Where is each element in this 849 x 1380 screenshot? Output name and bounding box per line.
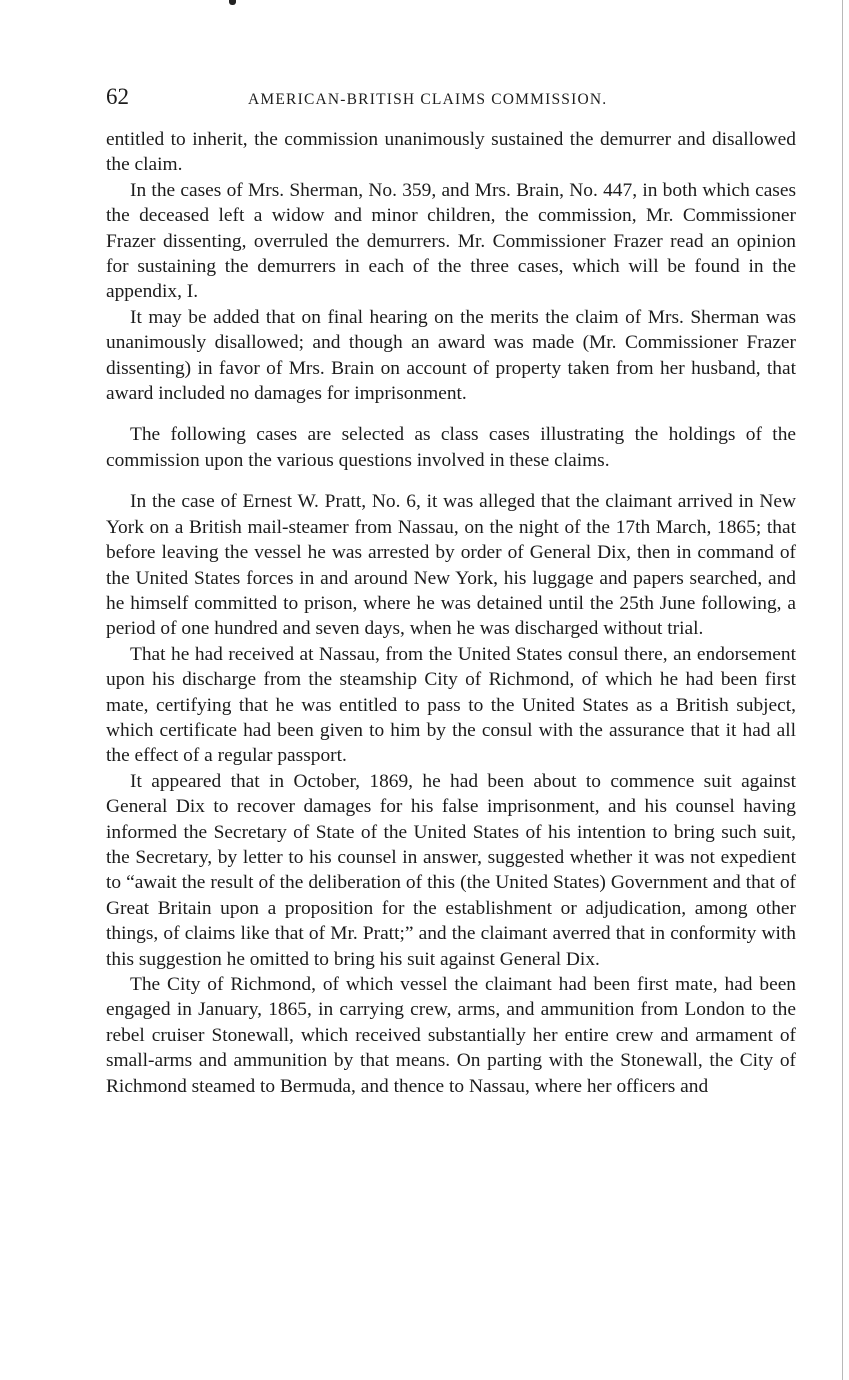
paragraph-pratt-case: In the case of Ernest W. Pratt, No. 6, it was alleged that the claimant arrived in New York on a British mail-steamer from Nassau, on the night of the 17th March, 1865; that before leaving the vessel he was arrested by order of General Dix, then in command of the United States forces in and around New York, his luggage and papers searched, and he himself committed to prison, where he was detained until the 25th June following, a period of one hundred and seven days, when he was discharged without trial. bbox=[106, 491, 796, 640]
paragraph-city-of-richmond: The City of Richmond, of which vessel the claimant had been first mate, had been engaged in January, 1865, in carrying crew, arms, and ammunition from London to the rebel cruiser Stonewall, which received substantially her entire crew and armament of small-arms and ammunition by that means. On parting with the Stonewall, the City of Richmond steamed to Bermuda, and thence to Nassau, where her officers and bbox=[106, 974, 796, 1097]
running-title: AMERICAN-BRITISH CLAIMS COMMISSION. bbox=[248, 91, 608, 108]
paragraph-class-cases: The following cases are selected as class cases illustrating the holdings of the commission upon the various questions involved in these claims. bbox=[106, 424, 796, 471]
page-edge-line bbox=[842, 0, 843, 1380]
page-header bbox=[106, 80, 796, 114]
page-body bbox=[106, 127, 796, 1099]
paragraph-continuation: entitled to inherit, the commission unanimously sustained the demurrer and disallowed the claim. bbox=[106, 129, 796, 176]
paragraph-sherman-brain: In the cases of Mrs. Sherman, No. 359, and Mrs. Brain, No. 447, in both which cases the deceased left a widow and minor children, the commission, Mr. Commissioner Frazer dissenting, overruled the demurrers. Mr. Commissioner Frazer read an opinion for sustaining the demurrers in each of the three cases, which will be found in the appendix, I. bbox=[106, 179, 796, 303]
paragraph-nassau-endorsement: That he had received at Nassau, from the United States consul there, an endorsement upon his discharge from the steamship City of Richmond, of which he had been first mate, certifying that he was entitled to pass to the United States as a British subject, which certificate had been given to him by the consul with the assurance that it had all the effect of a regular passport. bbox=[106, 643, 796, 767]
print-mark bbox=[229, 0, 236, 5]
paragraph-suit-against-dix: It appeared that in October, 1869, he had been about to commence suit against General Dix to recover damages for his false imprisonment, and his counsel having informed the Secretary of State of the United States of his intention to bring such suit, the Secretary, by letter to his counsel in answer, suggested whether it was not expedient to “await the result of the deliberation of this (the United States) Government and that of Great Britain upon a proposition for the establishment or adjudication, among other things, of claims like that of Mr. Pratt;” and the claimant averred that in conformity with this suggestion he omitted to bring his suit against General Dix. bbox=[106, 770, 796, 970]
paragraph-final-hearing: It may be added that on final hearing on the merits the claim of Mrs. Sherman was unanimously disallowed; and though an award was made (Mr. Commissioner Frazer dissenting) in favor of Mrs. Brain on account of property taken from her husband, that award included no damages for imprisonment. bbox=[106, 306, 796, 405]
page-number: 62 bbox=[106, 84, 129, 109]
